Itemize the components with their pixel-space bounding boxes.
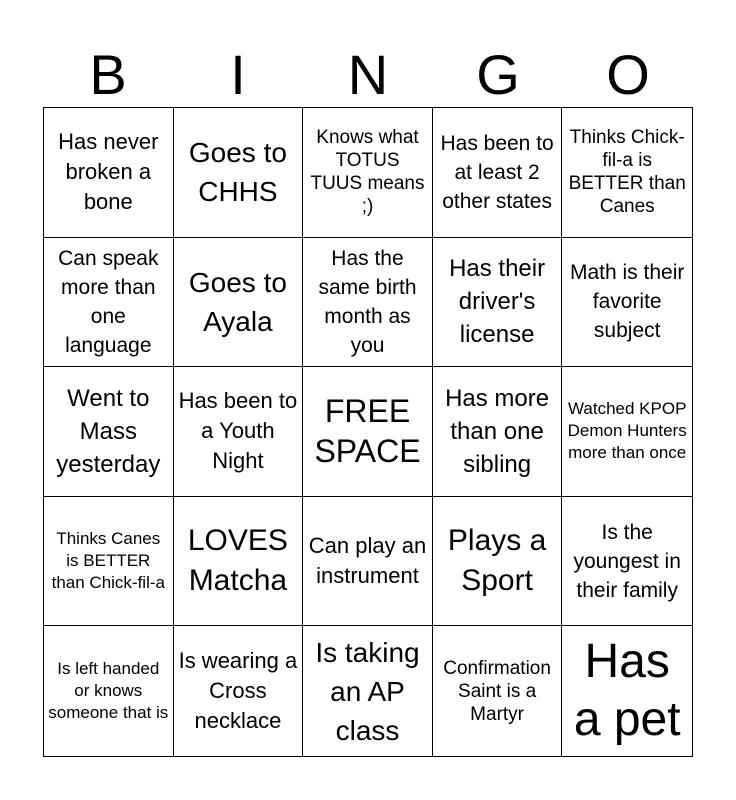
header-letter-n: N (347, 43, 389, 106)
bingo-cell[interactable] (44, 626, 174, 756)
bingo-cell[interactable] (433, 626, 563, 756)
bingo-cell[interactable] (562, 108, 692, 238)
bingo-cell[interactable] (44, 238, 174, 368)
header-letter-b: B (89, 43, 127, 106)
bingo-cell[interactable] (174, 497, 304, 627)
cell-text: Plays a Sport (447, 524, 547, 598)
cell-text: Has the same birth month as you (318, 246, 417, 357)
bingo-cell[interactable] (174, 238, 304, 368)
cell-text: Goes to CHHS (188, 137, 287, 208)
cell-text: Went to Mass yesterday (56, 384, 161, 478)
cell-text: Goes to Ayala (188, 266, 287, 337)
cell-text: Has a pet (573, 635, 681, 747)
bingo-cell[interactable] (433, 108, 563, 238)
bingo-cell[interactable] (303, 238, 433, 368)
cell-text: Has never broken a bone (58, 129, 159, 215)
bingo-cell[interactable] (174, 108, 304, 238)
cell-text: Has more than one sibling (445, 384, 550, 478)
cell-text: Thinks Canes is BETTER than Chick-fil-a (51, 529, 165, 593)
cell-text: Is wearing a Cross necklace (178, 648, 298, 734)
cell-text: Is the youngest in their family (573, 520, 681, 602)
bingo-cell[interactable] (303, 626, 433, 756)
cell-text: Has their driver's license (449, 255, 546, 349)
bingo-cell[interactable] (433, 497, 563, 627)
cell-text: Is taking an AP class (315, 636, 420, 746)
cell-text: Thinks Chick-fil-a is BETTER than Canes (568, 127, 686, 218)
cell-text: Can speak more than one language (58, 246, 159, 357)
bingo-cell[interactable] (562, 367, 692, 497)
header-letter-i: I (230, 43, 246, 106)
cell-text: Math is their favorite subject (570, 261, 685, 343)
bingo-cell[interactable] (433, 367, 563, 497)
cell-text: Has been to a Youth Night (178, 388, 298, 474)
header-letter-g: G (476, 43, 520, 106)
cell-text: Is left handed or knows someone that is (48, 659, 169, 723)
bingo-cell[interactable] (562, 626, 692, 756)
cell-text: Knows what TOTUS TUUS means ;) (310, 127, 425, 218)
bingo-cell[interactable] (174, 626, 304, 756)
cell-text: Can play an instrument (308, 533, 427, 589)
bingo-header (43, 40, 693, 110)
cell-text: Confirmation Saint is a Martyr (443, 657, 551, 725)
bingo-cell[interactable] (562, 238, 692, 368)
cell-text: Has been to at least 2 other states (440, 131, 554, 213)
free-space-cell[interactable] (303, 367, 433, 497)
bingo-cell[interactable] (44, 497, 174, 627)
cell-text: LOVES Matcha (187, 524, 288, 598)
bingo-cell[interactable] (303, 108, 433, 238)
bingo-cell[interactable] (174, 367, 304, 497)
bingo-cell[interactable] (562, 497, 692, 627)
bingo-cell[interactable] (44, 108, 174, 238)
bingo-cell[interactable] (44, 367, 174, 497)
bingo-cell[interactable] (303, 497, 433, 627)
free-space-text: FREE SPACE (314, 393, 421, 470)
bingo-cell[interactable] (433, 238, 563, 368)
cell-text: Watched KPOP Demon Hunters more than once (567, 399, 687, 463)
bingo-grid (43, 107, 693, 757)
header-letter-o: O (606, 43, 650, 106)
